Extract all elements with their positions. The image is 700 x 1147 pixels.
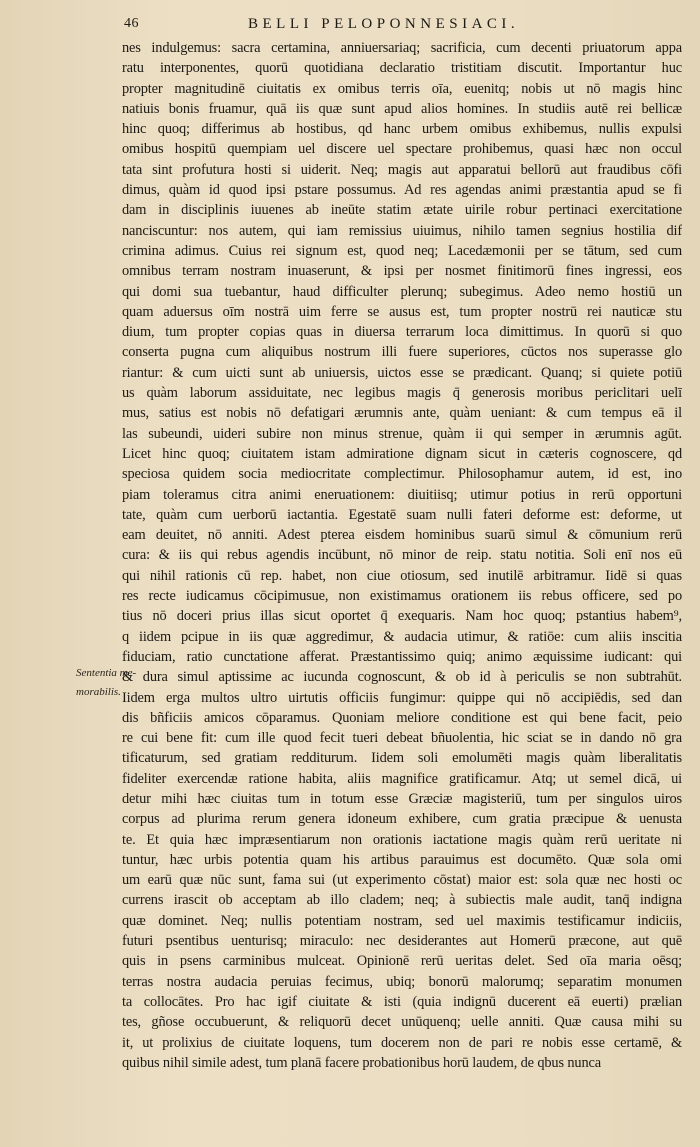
text-line: conserta pugna cum aliquibus nostrum illi fuere superiores, cūctos nos superasse glo bbox=[122, 344, 682, 361]
text-line: tes, gñose occubuerunt, & reliquorū decet unūquenq; uelle anniti. Quæ causa mihi su bbox=[122, 1014, 682, 1031]
text-line: fiduciam, ratio cunctatione afferat. Præstantissimo quiq; animo æquissime iudicant: qui bbox=[122, 648, 682, 665]
text-line: propter magnitudinē ciuitatis ex omibus terris oīa, euenitq; nobis ut nō magis hinc bbox=[122, 80, 682, 97]
text-line: quis in psens carminibus mulceat. Opinionē rerū ueritas delet. Sed oīa maria oēsq; bbox=[122, 953, 682, 970]
text-line: Licet hinc quoq; ciuitatem istam admiratione dignam sicut in cæteris cognoscere, qd bbox=[122, 445, 682, 462]
margin-note-line: morabilis. bbox=[76, 686, 121, 698]
text-line: speciosa quidem socia mediocritate complectimur. Philosophamur autem, id est, ino bbox=[122, 466, 682, 483]
text-line: & dura simul aptissime ac iucunda cognoscunt, & ob id à periculis se non subtrahūt. bbox=[122, 669, 682, 686]
text-line: tius nō doceri prius illas sicut oportet q̄ exequaris. Nam hoc quoq; pstantius habem⁹, bbox=[122, 608, 682, 625]
text-line: ratu interponentes, quorū quotidiana declaratio tristitiam discutit. Importantur huc bbox=[122, 60, 682, 77]
text-line: crimina adimus. Cuius rei signum est, quod neq; Lacedæmonii per se tātum, sed cum bbox=[122, 242, 682, 259]
text-line: omibus hospitū quempiam uel discere uel spectare prohibemus, quasi hæc non occul bbox=[122, 141, 682, 158]
text-line: nanciscuntur: nos autem, qui iam remissius uiuimus, nihilo tamen segnius hostilia dif bbox=[122, 222, 682, 239]
text-line: dimus, quàm id quod ipsi pstare possumus. Ad res agendas animi præstantia apud se fi bbox=[122, 182, 682, 199]
page-header bbox=[118, 14, 678, 40]
text-line: riantur: & cum uicti sunt ab uniuersis, uictos esse se prædicant. Quanq; si quiete potiū bbox=[122, 364, 682, 381]
text-line: natiuis bonis fruamur, quā iis quæ sunt apud alios homines. In studiis autē rei bellicæ bbox=[122, 100, 682, 117]
text-line: currens irascit ob acceptam ab illo cladem; neq; à subiectis male audit, tanq̄ indigna bbox=[122, 892, 682, 909]
text-line: us quàm laborum assiduitate, nec legibus magis q̄ generosis moribus periclitari uelī bbox=[122, 385, 682, 402]
margin-note-line: Sententia me- bbox=[76, 667, 137, 679]
text-line: tificaturum, sed gratiam redditurum. Iidem soli emolumēti magis quàm liberalitatis bbox=[122, 750, 682, 767]
text-line: eam deuitet, nō anniti. Adest pterea eisdem hominibus suarū simul & cōmunium rerū bbox=[122, 527, 682, 544]
text-line: re cui bene fit: cum ille quod fecit tueri debeat bñuolentia, hic sciat se in dando nō gra bbox=[122, 730, 682, 747]
text-line: terras nostra audacia peruias fecimus, ubiq; bonorū malorumq; separatim monumen bbox=[122, 973, 682, 990]
text-line: qui domi sua tuebantur, haud difficulter plerunq; subegimus. Adeo nemo hostiū un bbox=[122, 283, 682, 300]
text-line: quam aduersus oīm nostrā uim ferre se ausus est, tum propter nostrū rei nauticæ stu bbox=[122, 303, 682, 320]
text-line: quibus nihil simile adest, tum planā facere probationibus horū laudem, de qbus nunca bbox=[122, 1054, 601, 1071]
text-line: dis bñficiis amicos cōparamus. Quoniam meliore conditione est qui bene facit, peio bbox=[122, 709, 682, 726]
text-line: piam toleramus citra animi eneruationem: diuitiisq; utimur potius in rerū opportuni bbox=[122, 486, 682, 503]
text-line: tata sint profutura hosti si uiderit. Neq; magis aut apparatui bellorū aut fraudibus cōfi bbox=[122, 161, 682, 178]
text-line: te. Et quia hæc impræsentiarum non orationis iactatione magis quàm rerū ueritate ni bbox=[122, 831, 682, 848]
text-line: cura: & iis qui rebus agendis incūbunt, nō minor de reip. statu notitia. Soli enī nos eū bbox=[122, 547, 682, 564]
body-text bbox=[122, 38, 682, 1073]
text-line: omnibus terram nostram inuaserunt, & ipsi per nosmet finitimorū fines ingressi, eos bbox=[122, 263, 682, 280]
text-line: ta collocātes. Pro hac igif ciuitate & isti (quia indignū ducerent eā euerti) prælian bbox=[122, 993, 682, 1010]
text-line: it, ut prolixius de ciuitate loquens, tum docerem non de pari re nobis esse certamē, & bbox=[122, 1034, 682, 1051]
text-line: corpus ad plurima rerum genera idoneum exhibere, cum gratia præcipue & uenusta bbox=[122, 811, 682, 828]
text-line: Iidem erga multos ultro uirtutis officiis fungimur: quippe qui nō accipiēdis, sed dan bbox=[122, 689, 682, 706]
running-head: BELLI PELOPONNESIACI. bbox=[248, 16, 520, 32]
text-line: tuntur, hæc urbis potentia quam his artibus parauimus est documēto. Quæ sola omi bbox=[122, 851, 682, 868]
text-line: quæ dominet. Neq; nullis potentiam nostram, sed uel maximis testificamur indiciis, bbox=[122, 912, 682, 929]
text-line: hinc quoq; differimus ab hostibus, qd hanc urbem omibus exhibemus, nullis expulsi bbox=[122, 121, 682, 138]
text-line: q iidem pcipue in iis quæ aggredimur, & audacia utimur, & ratiōe: cum aliis inscitia bbox=[122, 628, 682, 645]
text-line: futuri psentibus uenturisq; miraculo: nec desiderantes aut Homerū præcone, aut quē bbox=[122, 933, 682, 950]
text-line: dium, tum propter copias quas in diuersa terrarum loca dimittimus. In quorū si quo bbox=[122, 324, 682, 341]
text-line: qui nihil rationis cū rep. habet, non ciue otiosum, sed inutilē arbitramur. Iidē si quas bbox=[122, 567, 682, 584]
text-line: tate, quàm cum uerborū iactantia. Egestatē suam nulli fateri deforme est: deforme, ut bbox=[122, 506, 682, 523]
text-line: las subeundi, uideri subire non minus strenue, quàm ii qui semper in ærumnis agūt. bbox=[122, 425, 682, 442]
page-number: 46 bbox=[124, 16, 139, 31]
text-line: dam in disciplinis iuuenes ab ineūte statim ætate uirile robur pertinaci exercitatione bbox=[122, 202, 682, 219]
text-line: fideliter exercendæ ratione habita, aliis magnifice gratificamur. Atq; ut semel dicā, ui bbox=[122, 770, 682, 787]
text-line: detur mihi hæc ciuitas tum in totum esse Græciæ magisteriū, tum per singulos uiros bbox=[122, 790, 682, 807]
text-line: nes indulgemus: sacra certamina, anniuersariaq; sacrificia, cum decenti priuatorum appa bbox=[122, 40, 682, 56]
text-line: res recte iudicamus cōcipimusue, non existimamus orationem iis rebus officere, sed po bbox=[122, 588, 682, 605]
text-line: mus, satius est nobis nō defatigari ærumnis ante, quàm ueniant: & cum tempus eā il bbox=[122, 405, 682, 422]
text-line: um earū quæ nūc sunt, fama sui (ut experimento cōstat) maior est: sola quæ nec hosti oc bbox=[122, 872, 682, 889]
